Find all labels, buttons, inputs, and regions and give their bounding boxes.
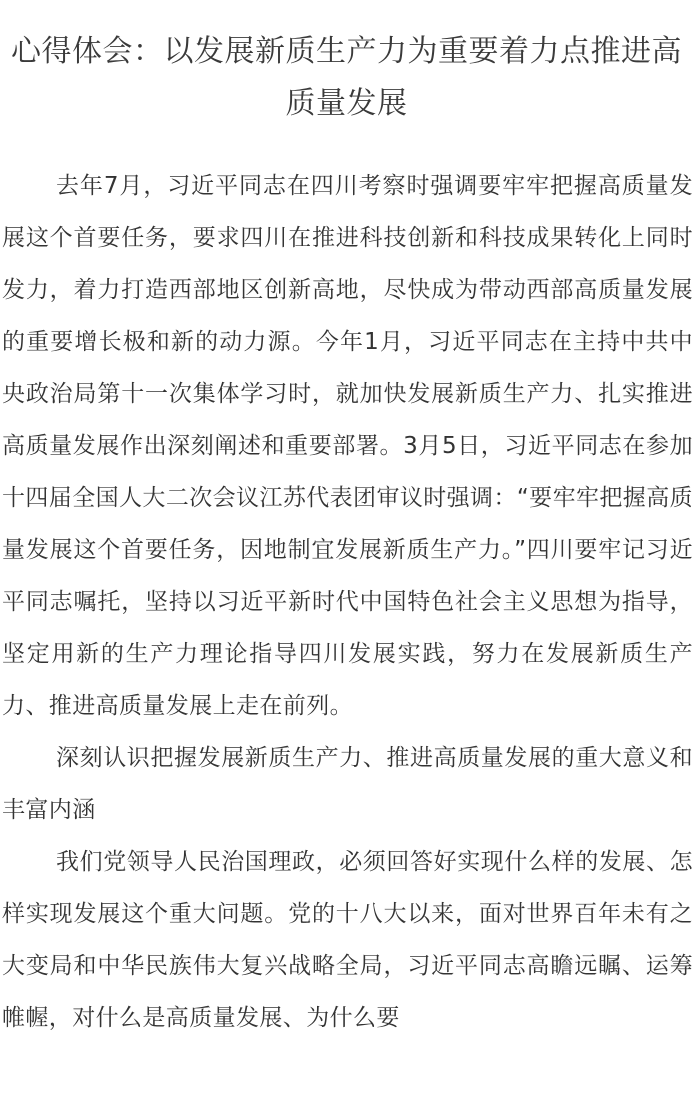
paragraph-section: 我们党领导人民治国理政，必须回答好实现什么样的发展、怎样实现发展这个重大问题。党的十八大以来，面对世界百年未有之大变局和中华民族伟大复兴战略全局，习近平同志高瞻远瞩、运筹帷幄，对什么是高质量发展、为什么要 [2, 849, 693, 1031]
article-body [0, 160, 693, 1044]
section-heading: 深刻认识把握发展新质生产力、推进高质量发展的重大意义和丰富内涵 [2, 745, 693, 823]
article-title: 心得体会：以发展新质生产力为重要着力点推进高质量发展 [11, 34, 682, 121]
paragraph-intro: 去年7月，习近平同志在四川考察时强调要牢牢把握高质量发展这个首要任务，要求四川在推进科技创新和科技成果转化上同时发力，着力打造西部地区创新高地，尽快成为带动西部高质量发展的重要增长极和新的动力源。今年1月，习近平同志在主持中共中央政治局第十一次集体学习时，就加快发展新质生产力、扎实推进高质量发展作出深刻阐述和重要部署。3月5日，习近平同志在参加十四届全国人大二次会议江苏代表团审议时强调：“要牢牢把握高质量发展这个首要任务，因地制宜发展新质生产力。”四川要牢记习近平同志嘱托，坚持以习近平新时代中国特色社会主义思想为指导，坚定用新的生产力理论指导四川发展实践，努力在发展新质生产力、推进高质量发展上走在前列。 [2, 173, 693, 719]
